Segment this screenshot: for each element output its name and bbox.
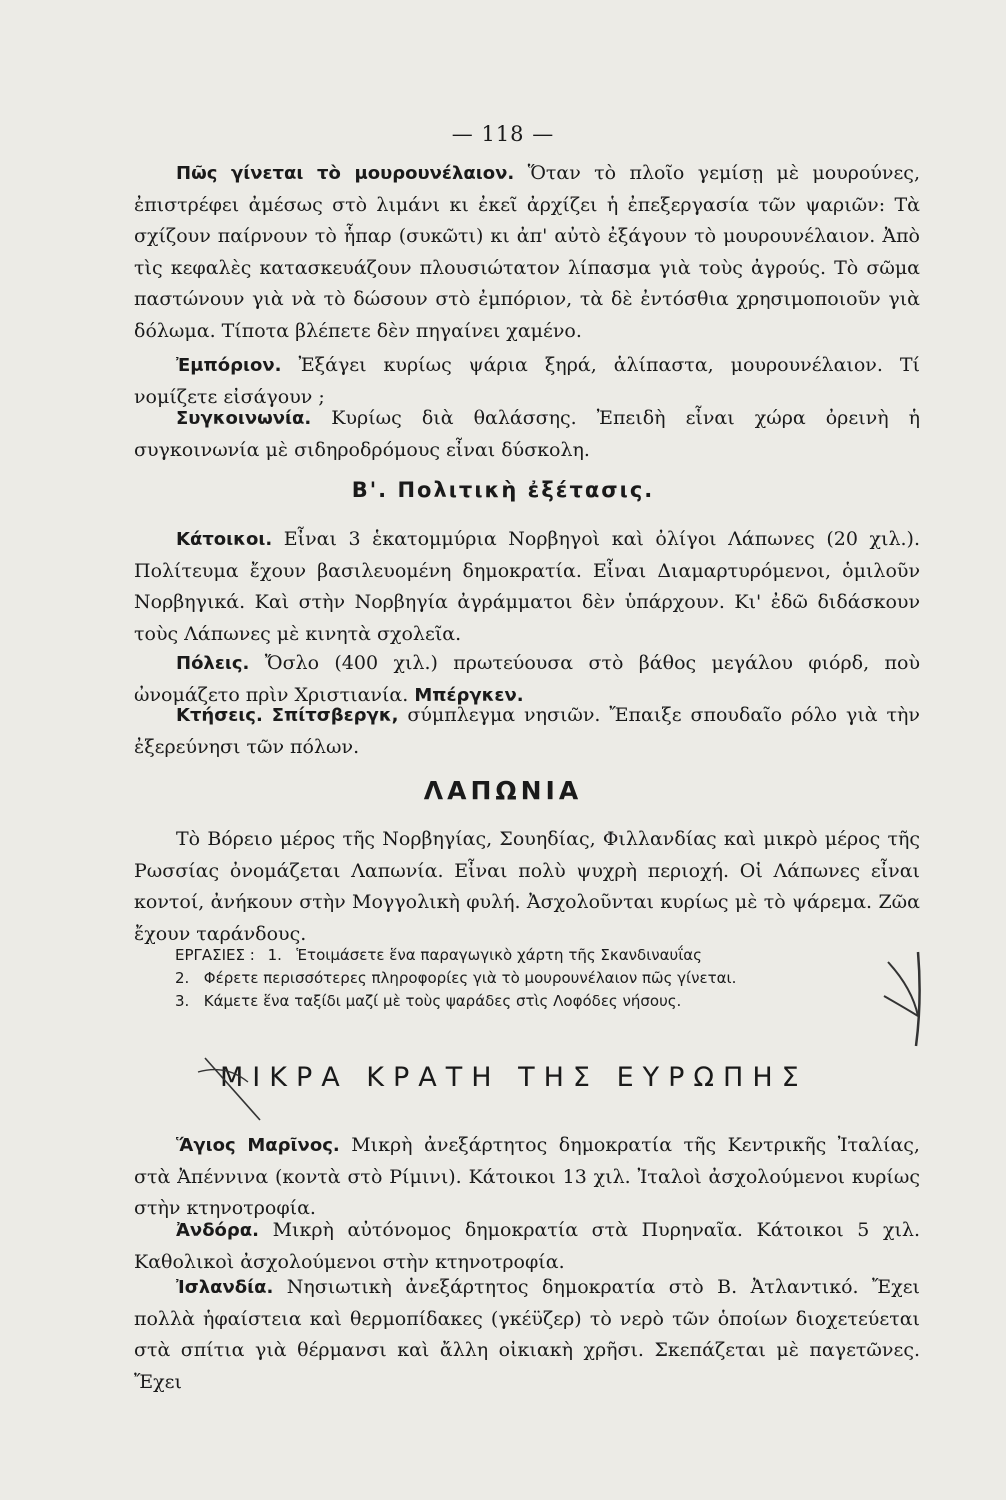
paragraph-heading: Πόλεις. bbox=[176, 653, 250, 674]
heading-lapland: ΛΑΠΩΝΙΑ bbox=[423, 776, 583, 805]
page-number: — 118 — bbox=[451, 122, 555, 146]
paragraph-heading: Ἅγιος Μαρῖνος. bbox=[176, 1135, 340, 1156]
paragraph-heading: Συγκοινωνία. bbox=[176, 408, 312, 429]
paragraph-heading: Κτήσεις. bbox=[176, 705, 263, 726]
city-name-bergen: Μπέργκεν. bbox=[414, 684, 524, 706]
bracket-mark bbox=[916, 952, 920, 1046]
paragraph-heading: Ἐμπόριον. bbox=[176, 355, 282, 376]
paragraph-text: Μικρὴ ἀνεξάρτητος δημοκρατία τῆς Κεντρικῆς Ἰταλίας, στὰ Ἀπέννινα (κοντὰ στὸ Ρίμινι). Κάτοικοι 13 χιλ. Ἰταλοὶ ἀσχολούμενοι κυρίως στὴν κτηνοτροφία. bbox=[134, 1134, 920, 1219]
paragraph-heading: Πῶς γίνεται τὸ μουρουνέλαιον. bbox=[176, 163, 515, 184]
exercise-item: 3. Κάμετε ἕνα ταξίδι μαζί μὲ τοὺς ψαράδες στὶς Λοφόδες νήσους. bbox=[175, 992, 682, 1010]
paragraph-heading: Κάτοικοι. bbox=[176, 529, 273, 550]
bracket-mark bbox=[884, 962, 918, 1016]
place-name-spitsbergen: Σπίτσβεργκ, bbox=[271, 705, 399, 726]
paragraph-text: σύμπλεγμα νησιῶν. Ἔπαιξε σπουδαῖο ρόλο γιὰ τὴν ἐξερεύνησι τῶν πόλων. bbox=[134, 704, 920, 758]
paragraph-text: Εἶναι 3 ἑκατομμύρια Νορβηγοὶ καὶ ὀλίγοι Λάπωνες (20 χιλ.). Πολίτευμα ἔχουν βασιλευομένη δημοκρατία. Εἶναι Διαμαρτυρόμενοι, ὁμιλοῦν Νορβηγικά. Καὶ στὴν Νορβηγία ἀγράμματοι δὲν ὑπάρχουν. Κι' ἐδῶ διδάσκουν τοὺς Λάπωνες μὲ κινητὰ σχολεῖα. bbox=[134, 528, 920, 645]
exercises-label: ΕΡΓΑΣΙΕΣ : bbox=[175, 946, 255, 964]
paragraph-text: Μικρὴ αὐτόνομος δημοκρατία στὰ Πυρηναῖα. Κάτοικοι 5 χιλ. Καθολικοὶ ἀσχολούμενοι στὴν κτηνοτροφία. bbox=[134, 1219, 920, 1273]
paragraph-text: Κυρίως διὰ θαλάσσης. Ἐπειδὴ εἶναι χώρα ὀρεινὴ ἡ συγκοινωνία μὲ σιδηροδρόμους εἶναι δύσκολη. bbox=[134, 407, 920, 461]
paragraph-text: Ἐξάγει κυρίως ψάρια ξηρά, ἁλίπαστα, μουρουνέλαιον. Τί νομίζετε εἰσάγουν ; bbox=[134, 354, 920, 408]
paragraph-text: Τὸ Βόρειο μέρος τῆς Νορβηγίας, Σουηδίας, Φιλλανδίας καὶ μικρὸ μέρος τῆς Ρωσσίας ὀνομάζεται Λαπωνία. Εἶναι πολὺ ψυχρὴ περιοχή. Οἱ Λάπωνες εἶναι κοντοί, ἀνήκουν στὴν Μογγολικὴ φυλή. Ἀσχολοῦνται κυρίως μὲ τὸ ψάρεμα. Ζῶα ἔχουν ταράνδους. bbox=[134, 828, 920, 945]
exercise-item: 2. Φέρετε περισσότερες πληροφορίες γιὰ τὸ μουρουνέλαιον πῶς γίνεται. bbox=[175, 969, 737, 987]
heading-political-review: Β'. Πολιτικὴ ἐξέτασις. bbox=[351, 478, 655, 502]
paragraph-text: Νησιωτικὴ ἀνεξάρτητος δημοκρατία στὸ Β. Ἀτλαντικό. Ἔχει πολλὰ ἡφαίστεια καὶ θερμοπίδακες (γκέϋζερ) τὸ νερὸ τῶν ὁποίων διοχετεύεται στὰ σπίτια γιὰ θέρμανσι καὶ ἄλλη οἰκιακὴ χρῆσι. Σκεπάζεται μὲ παγετῶνες. Ἔχει bbox=[134, 1276, 920, 1393]
heading-small-states: ΜΙΚΡΑ ΚΡΑΤΗ ΤΗΣ ΕΥΡΩΠΗΣ bbox=[220, 1062, 808, 1093]
pencil-stroke bbox=[205, 1058, 260, 1120]
paragraph-heading: Ἰσλανδία. bbox=[176, 1277, 274, 1298]
paragraph-text: Ὄσλο (400 χιλ.) πρωτεύουσα στὸ βάθος μεγάλου φιόρδ, ποὺ ὠνομάζετο πρὶν Χριστιανία. bbox=[134, 652, 921, 706]
paragraph-text: Ὅταν τὸ πλοῖο γεμίσῃ μὲ μουρούνες, ἐπιστρέφει ἀμέσως στὸ λιμάνι κι ἐκεῖ ἀρχίζει ἡ ἐπεξεργασία τῶν ψαριῶν: Τὰ σχίζουν παίρνουν τὸ ἧπαρ (συκῶτι) κι ἀπ' αὐτὸ ἐξάγουν τὸ μουρουνέλαιον. Ἀπὸ τὶς κεφαλὲς κατασκευάζουν πλουσιώτατον λίπασμα γιὰ τοὺς ἀγρούς. Τὸ σῶμα παστώνουν γιὰ νὰ τὸ δώσουν στὸ ἐμπόριον, τὰ δὲ ἐντόσθια χρησιμοποιοῦν γιὰ δόλωμα. Τίποτα βλέπετε δὲν πηγαίνει χαμένο. bbox=[134, 162, 920, 342]
paragraph-heading: Ἀνδόρα. bbox=[176, 1220, 260, 1241]
pencil-stroke bbox=[198, 1070, 248, 1082]
exercise-item: ΕΡΓΑΣΙΕΣ : 1. Ἑτοιμάσετε ἕνα παραγωγικὸ χάρτη τῆς Σκανδιναυΐας bbox=[175, 946, 702, 964]
